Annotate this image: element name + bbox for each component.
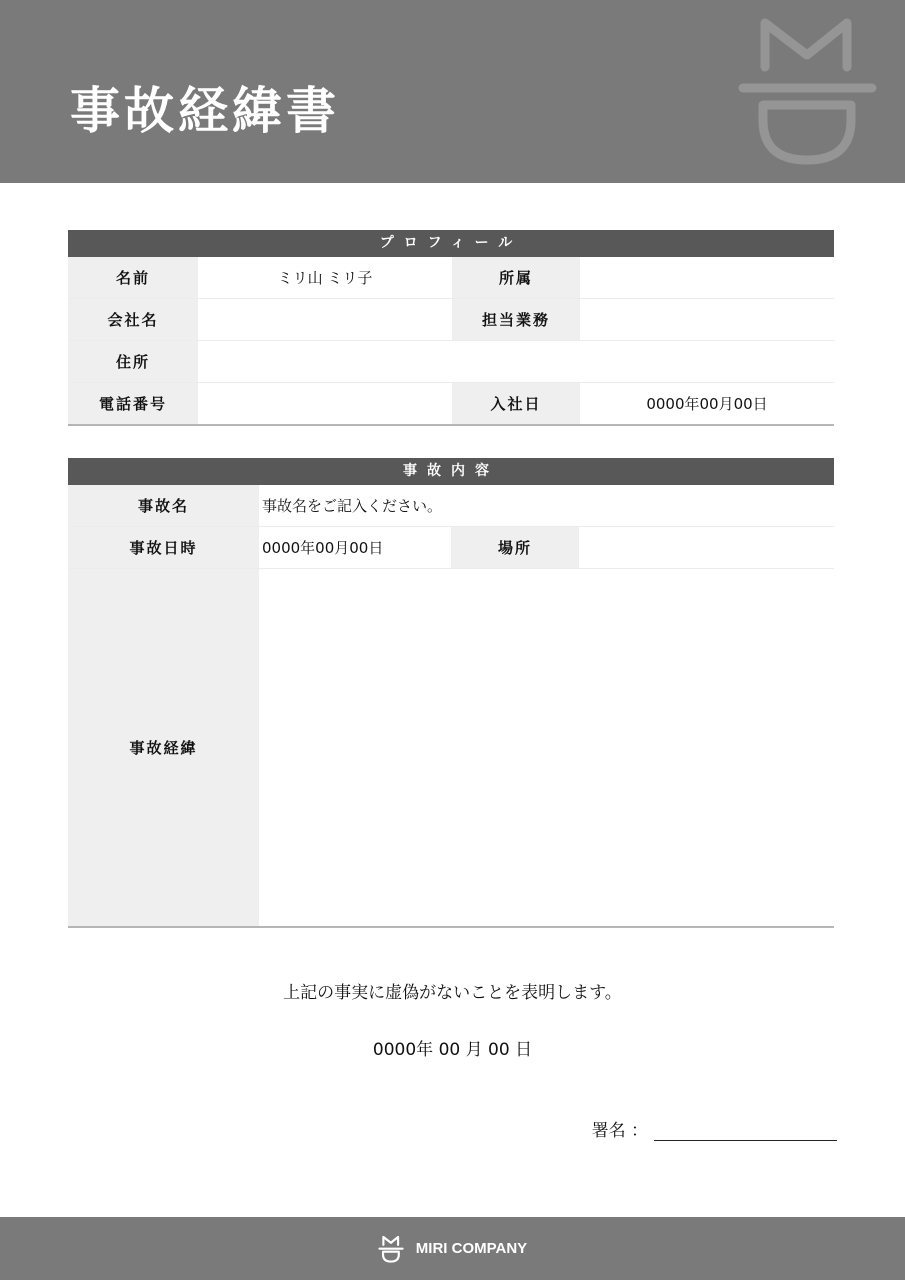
accident-place-label: 場所	[451, 527, 579, 569]
miri-logo-icon	[378, 1234, 404, 1264]
page-footer	[0, 1217, 905, 1280]
accident-section	[68, 458, 834, 928]
signature-line[interactable]	[654, 1122, 837, 1141]
miri-logo-icon	[735, 15, 880, 165]
joined-label: 入社日	[452, 383, 580, 426]
phone-field[interactable]	[198, 383, 452, 426]
page-title: 事故経緯書	[70, 82, 340, 140]
joined-field[interactable]: 0000年00月00日	[580, 383, 834, 426]
accident-datetime-label: 事故日時	[68, 527, 259, 569]
accident-table	[68, 485, 834, 928]
table-row	[68, 485, 834, 527]
declaration-date[interactable]: 0000年 00 月 00 日	[372, 1040, 533, 1060]
address-label: 住所	[68, 341, 198, 383]
accident-details-field[interactable]	[259, 569, 834, 928]
accident-name-field[interactable]: 事故名をご記入ください。	[259, 485, 834, 527]
duty-label: 担当業務	[452, 299, 580, 341]
phone-label: 電話番号	[68, 383, 198, 426]
name-label: 名前	[68, 257, 198, 299]
profile-section-title: プロフィール	[68, 230, 834, 257]
table-row	[68, 527, 834, 569]
company-name: MIRI COMPANY	[415, 1240, 528, 1257]
department-label: 所属	[452, 257, 580, 299]
declaration-statement: 上記の事実に虚偽がないことを表明します。	[283, 983, 622, 1003]
table-row	[68, 257, 834, 299]
duty-field[interactable]	[580, 299, 834, 341]
accident-place-field[interactable]	[579, 527, 834, 569]
accident-datetime-field[interactable]: 0000年00月00日	[259, 527, 451, 569]
accident-details-label: 事故経緯	[68, 569, 259, 928]
profile-section	[68, 230, 834, 426]
signature-block	[592, 1116, 837, 1141]
name-field[interactable]: ミリ山 ミリ子	[198, 257, 452, 299]
accident-name-label: 事故名	[68, 485, 259, 527]
table-row	[68, 569, 834, 928]
page-header	[0, 0, 905, 183]
profile-table	[68, 257, 834, 426]
accident-section-title: 事故内容	[68, 458, 834, 485]
table-row	[68, 383, 834, 426]
table-row	[68, 341, 834, 383]
company-field[interactable]	[198, 299, 452, 341]
department-field[interactable]	[580, 257, 834, 299]
signature-label: 署名 ：	[591, 1121, 648, 1141]
address-field[interactable]	[198, 341, 834, 383]
company-label: 会社名	[68, 299, 198, 341]
table-row	[68, 299, 834, 341]
